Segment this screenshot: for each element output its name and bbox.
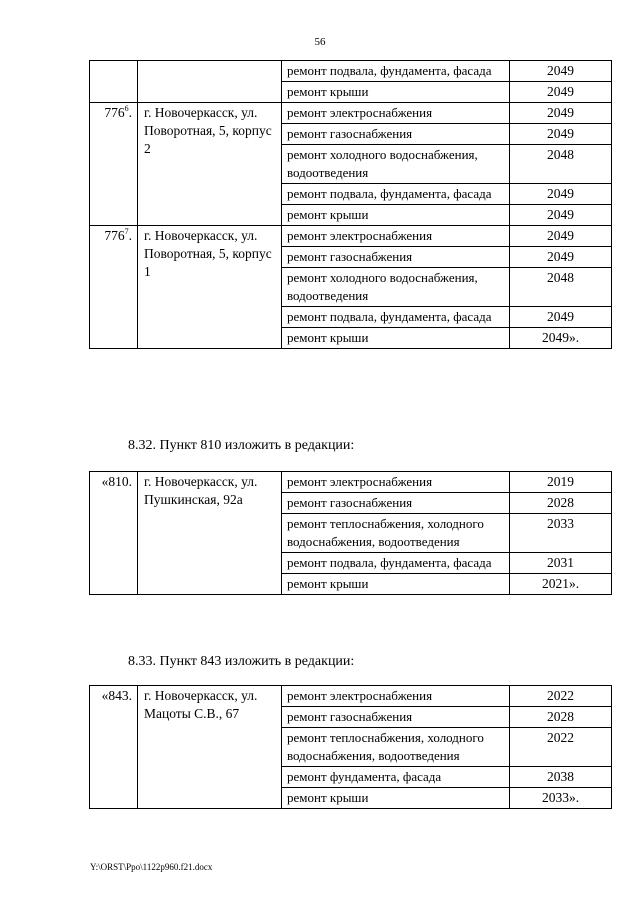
work-type-cell: ремонт подвала, фундамента, фасада xyxy=(282,307,510,328)
year-cell: 2049 xyxy=(510,205,612,226)
table-row xyxy=(90,61,612,82)
year-cell: 2031 xyxy=(510,553,612,574)
work-type-cell: ремонт подвала, фундамента, фасада xyxy=(282,553,510,574)
work-type-cell: ремонт фундамента, фасада xyxy=(282,767,510,788)
year-cell: 2033 xyxy=(510,514,612,553)
table-apartment-works-1 xyxy=(89,60,612,349)
year-cell: 2048 xyxy=(510,145,612,184)
page-number: 56 xyxy=(314,36,326,48)
work-type-cell: ремонт теплоснабжения, холодного водоснабжения, водоотведения xyxy=(282,514,510,553)
year-cell: 2049 xyxy=(510,307,612,328)
address-cell: г. Новочеркасск, ул. Поворотная, 5, корпус 2 xyxy=(138,103,282,226)
year-cell: 2049 xyxy=(510,247,612,268)
table-item-843 xyxy=(89,685,612,809)
year-cell: 2033». xyxy=(510,788,612,809)
work-type-cell: ремонт подвала, фундамента, фасада xyxy=(282,61,510,82)
table-row xyxy=(90,103,612,124)
year-cell: 2049 xyxy=(510,226,612,247)
work-type-cell: ремонт электроснабжения xyxy=(282,103,510,124)
work-type-cell: ремонт газоснабжения xyxy=(282,493,510,514)
work-type-cell: ремонт газоснабжения xyxy=(282,124,510,145)
year-cell: 2019 xyxy=(510,472,612,493)
year-cell: 2028 xyxy=(510,493,612,514)
work-type-cell: ремонт крыши xyxy=(282,82,510,103)
year-cell: 2049 xyxy=(510,61,612,82)
year-cell: 2049». xyxy=(510,328,612,349)
year-cell: 2028 xyxy=(510,707,612,728)
work-type-cell: ремонт теплоснабжения, холодного водоснабжения, водоотведения xyxy=(282,728,510,767)
work-type-cell: ремонт холодного водоснабжения, водоотведения xyxy=(282,145,510,184)
year-cell: 2049 xyxy=(510,184,612,205)
year-cell: 2049 xyxy=(510,103,612,124)
work-type-cell: ремонт крыши xyxy=(282,574,510,595)
work-type-cell: ремонт холодного водоснабжения, водоотведения xyxy=(282,268,510,307)
year-cell: 2038 xyxy=(510,767,612,788)
work-type-cell: ремонт электроснабжения xyxy=(282,686,510,707)
work-type-cell: ремонт электроснабжения xyxy=(282,226,510,247)
address-cell: г. Новочеркасск, ул. Пушкинская, 92а xyxy=(138,472,282,595)
address-cell: г. Новочеркасск, ул. Поворотная, 5, корпус 1 xyxy=(138,226,282,349)
item-number: $776^7$. xyxy=(90,226,138,349)
year-cell: 2022 xyxy=(510,686,612,707)
year-cell: 2049 xyxy=(510,82,612,103)
paragraph-8-33: 8.33. Пункт 843 изложить в редакции: xyxy=(128,654,355,669)
year-cell: 2021». xyxy=(510,574,612,595)
work-type-cell: ремонт подвала, фундамента, фасада xyxy=(282,184,510,205)
item-number xyxy=(90,61,138,103)
footer-file-path: Y:\ORST\Ppo\1122p960.f21.docx xyxy=(90,862,213,872)
work-type-cell: ремонт крыши xyxy=(282,205,510,226)
item-number: «810. xyxy=(90,472,138,595)
year-cell: 2049 xyxy=(510,124,612,145)
year-cell: 2022 xyxy=(510,728,612,767)
address-cell xyxy=(138,61,282,103)
work-type-cell: ремонт крыши xyxy=(282,328,510,349)
item-number: «843. xyxy=(90,686,138,809)
work-type-cell: ремонт газоснабжения xyxy=(282,707,510,728)
item-number: $776^6$. xyxy=(90,103,138,226)
paragraph-8-32: 8.32. Пункт 810 изложить в редакции: xyxy=(128,438,355,453)
table-item-810 xyxy=(89,471,612,595)
table-row xyxy=(90,686,612,707)
work-type-cell: ремонт газоснабжения xyxy=(282,247,510,268)
address-cell: г. Новочеркасск, ул. Мацоты С.В., 67 xyxy=(138,686,282,809)
work-type-cell: ремонт электроснабжения xyxy=(282,472,510,493)
table-row xyxy=(90,472,612,493)
year-cell: 2048 xyxy=(510,268,612,307)
table-row xyxy=(90,226,612,247)
work-type-cell: ремонт крыши xyxy=(282,788,510,809)
